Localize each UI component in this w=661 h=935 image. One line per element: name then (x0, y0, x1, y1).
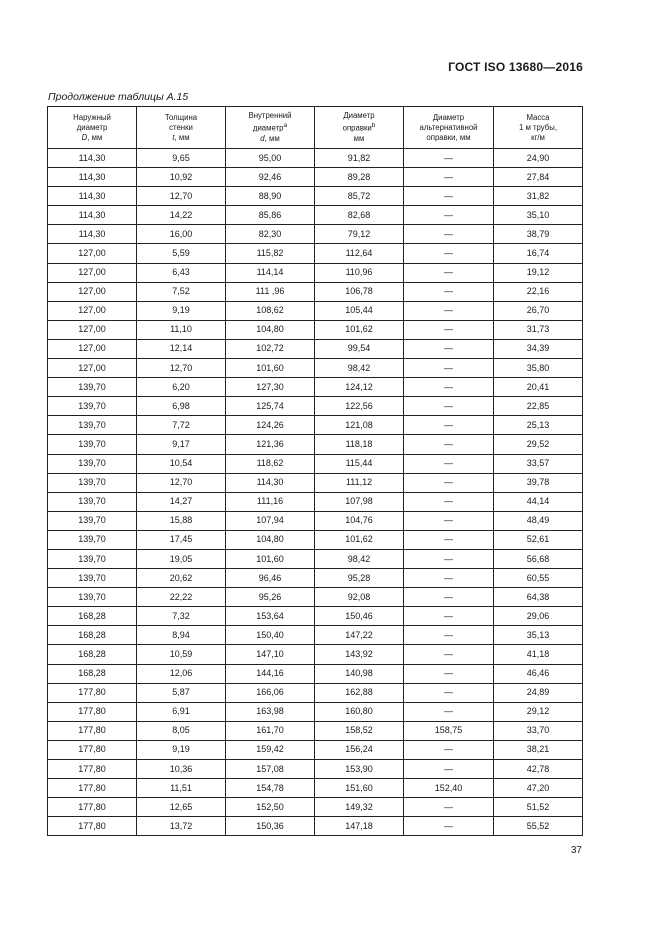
table-cell: 168,28 (48, 664, 137, 683)
table-cell: 14,22 (137, 206, 226, 225)
table-row (48, 282, 583, 301)
column-unit: , мм (87, 132, 103, 142)
table-cell: 6,91 (137, 702, 226, 721)
table-cell: 9,19 (137, 740, 226, 759)
table-cell: — (404, 339, 494, 358)
table-cell: 118,18 (315, 435, 404, 454)
table-cell: 42,78 (494, 760, 583, 779)
column-header-line (137, 123, 225, 133)
table-cell: 5,87 (137, 683, 226, 702)
column-header-line (226, 121, 314, 134)
table-cell: 98,42 (315, 549, 404, 568)
table-cell: 44,14 (494, 492, 583, 511)
table-cell: 82,30 (226, 225, 315, 244)
column-header (404, 107, 494, 149)
table-cell: 10,54 (137, 454, 226, 473)
table-cell: 104,76 (315, 511, 404, 530)
table-cell: 151,60 (315, 779, 404, 798)
table-cell: 104,80 (226, 530, 315, 549)
table-cell: 118,62 (226, 454, 315, 473)
table-cell: 177,80 (48, 760, 137, 779)
column-unit: мм (353, 133, 365, 143)
table-cell: 147,18 (315, 817, 404, 836)
table-cell: 158,52 (315, 721, 404, 740)
table-cell: 144,16 (226, 664, 315, 683)
footnote-marker: a (283, 122, 288, 130)
table-cell: 29,06 (494, 607, 583, 626)
table-row (48, 779, 583, 798)
column-unit: оправки, мм (426, 132, 471, 142)
table-cell: 159,42 (226, 740, 315, 759)
table-cell: 150,36 (226, 817, 315, 836)
table-cell: — (404, 320, 494, 339)
table-cell: 143,92 (315, 645, 404, 664)
table-cell: 22,22 (137, 588, 226, 607)
table-cell: 108,62 (226, 301, 315, 320)
table-row (48, 301, 583, 320)
document-code: ГОСТ ISO 13680—2016 (448, 60, 583, 74)
column-header (137, 107, 226, 149)
table-cell: 8,94 (137, 626, 226, 645)
table-cell: 33,57 (494, 454, 583, 473)
column-header-text: 1 м трубы, (518, 122, 558, 132)
column-header-line (226, 134, 314, 144)
table-cell: 91,82 (315, 149, 404, 168)
table-row (48, 664, 583, 683)
table-row (48, 721, 583, 740)
table-cell: 127,00 (48, 301, 137, 320)
table-row (48, 168, 583, 187)
table-cell: 47,20 (494, 779, 583, 798)
table-cell: 95,26 (226, 588, 315, 607)
column-header-line (315, 134, 403, 144)
table-cell: 110,96 (315, 263, 404, 282)
table-cell: 139,70 (48, 473, 137, 492)
table-row (48, 416, 583, 435)
table-cell: — (404, 454, 494, 473)
table-cell: — (404, 435, 494, 454)
table-cell: 11,10 (137, 320, 226, 339)
table-cell: 107,98 (315, 492, 404, 511)
table-cell: 29,12 (494, 702, 583, 721)
table-cell: 112,64 (315, 244, 404, 263)
table-cell: 125,74 (226, 397, 315, 416)
table-cell: 19,12 (494, 263, 583, 282)
table-cell: 177,80 (48, 798, 137, 817)
table-cell: 150,40 (226, 626, 315, 645)
table-cell: — (404, 645, 494, 664)
table-cell: 114,30 (48, 206, 137, 225)
table-cell: 20,41 (494, 378, 583, 397)
table-cell: 55,52 (494, 817, 583, 836)
table-row (48, 359, 583, 378)
table-row (48, 549, 583, 568)
table-cell: 12,70 (137, 187, 226, 206)
table-cell: 20,62 (137, 569, 226, 588)
column-symbol: t (172, 132, 175, 142)
table-cell: 38,79 (494, 225, 583, 244)
table-cell: — (404, 569, 494, 588)
table-row (48, 569, 583, 588)
table-cell: 9,17 (137, 435, 226, 454)
table-cell: 124,26 (226, 416, 315, 435)
table-cell: 111,16 (226, 492, 315, 511)
column-header-line: Диаметр (432, 112, 465, 122)
table-cell: 92,08 (315, 588, 404, 607)
table-cell: 48,49 (494, 511, 583, 530)
column-header-line (404, 133, 493, 143)
table-cell: 82,68 (315, 206, 404, 225)
table-cell: 127,00 (48, 320, 137, 339)
column-symbol: d (260, 133, 265, 143)
table-cell: 22,85 (494, 397, 583, 416)
table-cell: 127,00 (48, 359, 137, 378)
table-cell: 154,78 (226, 779, 315, 798)
table-cell: 168,28 (48, 645, 137, 664)
column-header-line (494, 133, 582, 143)
table-cell: 139,70 (48, 416, 137, 435)
table-cell: 101,60 (226, 549, 315, 568)
table-cell: 153,90 (315, 760, 404, 779)
table-row (48, 760, 583, 779)
table-cell: 161,70 (226, 721, 315, 740)
table-cell: — (404, 206, 494, 225)
table-cell: — (404, 530, 494, 549)
table-cell: 12,14 (137, 339, 226, 358)
column-header-line (494, 123, 582, 133)
table-row (48, 225, 583, 244)
table-cell: 101,60 (226, 359, 315, 378)
table-cell: 121,36 (226, 435, 315, 454)
table-row (48, 378, 583, 397)
table-cell: — (404, 588, 494, 607)
table-cell: 52,61 (494, 530, 583, 549)
table-cell: 6,20 (137, 378, 226, 397)
table-cell: 85,86 (226, 206, 315, 225)
table-cell: 104,80 (226, 320, 315, 339)
column-header (48, 107, 137, 149)
table-row (48, 397, 583, 416)
table-row (48, 740, 583, 759)
table-cell: 10,92 (137, 168, 226, 187)
table-cell: — (404, 626, 494, 645)
table-cell: 46,46 (494, 664, 583, 683)
table-cell: 153,64 (226, 607, 315, 626)
table-cell: 105,44 (315, 301, 404, 320)
table-cell: 34,39 (494, 339, 583, 358)
table-cell: 163,98 (226, 702, 315, 721)
table-row (48, 435, 583, 454)
column-header (494, 107, 583, 149)
table-cell: 9,19 (137, 301, 226, 320)
column-header-line (404, 123, 493, 133)
table-cell: 60,55 (494, 569, 583, 588)
table-cell: 12,65 (137, 798, 226, 817)
table-cell: 111 ,96 (226, 282, 315, 301)
table-cell: 158,75 (404, 721, 494, 740)
table-cell: 124,12 (315, 378, 404, 397)
table-cell: 92,46 (226, 168, 315, 187)
table-cell: 7,32 (137, 607, 226, 626)
table-cell: — (404, 187, 494, 206)
table-cell: 12,70 (137, 473, 226, 492)
table-cell: 33,70 (494, 721, 583, 740)
table-cell: 102,72 (226, 339, 315, 358)
table-cell: — (404, 263, 494, 282)
table-cell: 31,82 (494, 187, 583, 206)
table-cell: 16,74 (494, 244, 583, 263)
table-cell: — (404, 416, 494, 435)
table-cell: 9,65 (137, 149, 226, 168)
column-unit: , мм (264, 133, 280, 143)
table-cell: 27,84 (494, 168, 583, 187)
table-row (48, 683, 583, 702)
table-cell: 95,28 (315, 569, 404, 588)
table-row (48, 473, 583, 492)
table-cell: 15,88 (137, 511, 226, 530)
table-cell: 22,16 (494, 282, 583, 301)
table-cell: 122,56 (315, 397, 404, 416)
table-cell: — (404, 683, 494, 702)
column-header-text: альтернативной (419, 122, 478, 132)
table-cell: 139,70 (48, 569, 137, 588)
table-cell: 16,00 (137, 225, 226, 244)
table-row (48, 206, 583, 225)
pipe-dimensions-table (47, 106, 583, 836)
table-row (48, 530, 583, 549)
table-cell: 7,72 (137, 416, 226, 435)
column-symbol: D (81, 132, 88, 142)
table-cell: 26,70 (494, 301, 583, 320)
table-cell: — (404, 397, 494, 416)
table-cell: — (404, 244, 494, 263)
table-cell: — (404, 301, 494, 320)
column-header-text: диаметр (252, 123, 284, 133)
table-cell: 150,46 (315, 607, 404, 626)
table-caption: Продолжение таблицы А.15 (48, 91, 189, 103)
table-cell: 139,70 (48, 378, 137, 397)
table-cell: 51,52 (494, 798, 583, 817)
table-cell: 177,80 (48, 779, 137, 798)
table-cell: 160,80 (315, 702, 404, 721)
table-cell: 114,30 (48, 187, 137, 206)
table-cell: 35,80 (494, 359, 583, 378)
table-cell: 177,80 (48, 683, 137, 702)
table-cell: 10,36 (137, 760, 226, 779)
table-cell: 6,43 (137, 263, 226, 282)
table-cell: 157,08 (226, 760, 315, 779)
table-cell: — (404, 225, 494, 244)
table-cell: 139,70 (48, 588, 137, 607)
table-cell: 147,22 (315, 626, 404, 645)
table-cell: 17,45 (137, 530, 226, 549)
table-cell: 64,38 (494, 588, 583, 607)
table-cell: — (404, 378, 494, 397)
table-row (48, 244, 583, 263)
table-cell: 88,90 (226, 187, 315, 206)
table-cell: — (404, 798, 494, 817)
column-header-line: Наружный (73, 112, 111, 122)
table-cell: 168,28 (48, 626, 137, 645)
table-row (48, 645, 583, 664)
table-cell: 162,88 (315, 683, 404, 702)
column-unit: , мм (174, 132, 190, 142)
table-cell: — (404, 760, 494, 779)
table-cell: 35,13 (494, 626, 583, 645)
table-cell: 99,54 (315, 339, 404, 358)
table-cell: — (404, 817, 494, 836)
table-cell: 107,94 (226, 511, 315, 530)
table-cell: 115,82 (226, 244, 315, 263)
column-unit: кг/м (531, 132, 545, 142)
table-row (48, 817, 583, 836)
table-row (48, 626, 583, 645)
table-row (48, 339, 583, 358)
table-cell: — (404, 149, 494, 168)
column-header-line (48, 133, 136, 143)
table-row (48, 320, 583, 339)
table-cell: — (404, 473, 494, 492)
table-cell: — (404, 549, 494, 568)
table-cell: 24,90 (494, 149, 583, 168)
column-header-line: Диаметр (343, 111, 375, 121)
table-row (48, 492, 583, 511)
table-cell: 152,50 (226, 798, 315, 817)
table-cell: 25,13 (494, 416, 583, 435)
table-cell: 14,27 (137, 492, 226, 511)
table-row (48, 511, 583, 530)
table-cell: 41,18 (494, 645, 583, 664)
table-cell: 79,12 (315, 225, 404, 244)
table-cell: 85,72 (315, 187, 404, 206)
table-cell: 98,42 (315, 359, 404, 378)
table-cell: 13,72 (137, 817, 226, 836)
table-cell: 39,78 (494, 473, 583, 492)
table-cell: 96,46 (226, 569, 315, 588)
table-cell: 101,62 (315, 320, 404, 339)
table-row (48, 588, 583, 607)
table-cell: 127,00 (48, 282, 137, 301)
table-cell: 7,52 (137, 282, 226, 301)
table-header-row (48, 107, 583, 149)
table-cell: 114,30 (48, 149, 137, 168)
table-cell: 11,51 (137, 779, 226, 798)
table-cell: 106,78 (315, 282, 404, 301)
table-cell: 147,10 (226, 645, 315, 664)
table-cell: 152,40 (404, 779, 494, 798)
table-cell: 5,59 (137, 244, 226, 263)
table-cell: 38,21 (494, 740, 583, 759)
table-cell: — (404, 492, 494, 511)
table-cell: 12,06 (137, 664, 226, 683)
column-header-text: оправки (342, 123, 372, 133)
table-cell: 121,08 (315, 416, 404, 435)
table-cell: 56,68 (494, 549, 583, 568)
table-cell: — (404, 740, 494, 759)
table-row (48, 454, 583, 473)
table-cell: 156,24 (315, 740, 404, 759)
table-cell: 139,70 (48, 435, 137, 454)
table-cell: 177,80 (48, 702, 137, 721)
table-row (48, 798, 583, 817)
table-cell: 166,06 (226, 683, 315, 702)
table-cell: 139,70 (48, 397, 137, 416)
table-cell: — (404, 607, 494, 626)
table-cell: — (404, 282, 494, 301)
table-cell: 29,52 (494, 435, 583, 454)
table-cell: 114,30 (48, 225, 137, 244)
table-cell: 24,89 (494, 683, 583, 702)
table-cell: 101,62 (315, 530, 404, 549)
table-row (48, 187, 583, 206)
table-body (48, 149, 583, 836)
table-cell: 35,10 (494, 206, 583, 225)
table-cell: — (404, 664, 494, 683)
table-cell: 177,80 (48, 721, 137, 740)
table-cell: 19,05 (137, 549, 226, 568)
table-row (48, 607, 583, 626)
column-header-line (137, 133, 225, 143)
page-number: 37 (570, 845, 582, 856)
table-cell: 139,70 (48, 530, 137, 549)
table-cell: 177,80 (48, 740, 137, 759)
column-header-text: диаметр (76, 122, 108, 132)
table-cell: 127,00 (48, 339, 137, 358)
table-cell: 139,70 (48, 492, 137, 511)
column-header-line (315, 121, 403, 134)
table-cell: 139,70 (48, 549, 137, 568)
table-cell: 31,73 (494, 320, 583, 339)
table-cell: 8,05 (137, 721, 226, 740)
column-header-line: Внутренний (248, 111, 292, 121)
table-row (48, 263, 583, 282)
column-header-line: Толщина (164, 112, 198, 122)
table-cell: — (404, 511, 494, 530)
table-cell: 127,30 (226, 378, 315, 397)
table-cell: 89,28 (315, 168, 404, 187)
column-header (315, 107, 404, 149)
table-cell: 114,14 (226, 263, 315, 282)
table-cell: 168,28 (48, 607, 137, 626)
table-row (48, 702, 583, 721)
table-cell: 127,00 (48, 263, 137, 282)
table-cell: — (404, 359, 494, 378)
table-row (48, 149, 583, 168)
table-cell: 12,70 (137, 359, 226, 378)
table-cell: 95,00 (226, 149, 315, 168)
table-cell: 149,32 (315, 798, 404, 817)
table-cell: 139,70 (48, 511, 137, 530)
table-cell: — (404, 702, 494, 721)
table-cell: 114,30 (226, 473, 315, 492)
table-cell: — (404, 168, 494, 187)
column-header-line (48, 123, 136, 133)
table-cell: 127,00 (48, 244, 137, 263)
table-cell: 6,98 (137, 397, 226, 416)
table-cell: 177,80 (48, 817, 137, 836)
table-cell: 10,59 (137, 645, 226, 664)
table-cell: 139,70 (48, 454, 137, 473)
table-cell: 140,98 (315, 664, 404, 683)
footnote-marker: b (371, 122, 376, 130)
table-cell: 114,30 (48, 168, 137, 187)
column-header (226, 107, 315, 149)
table-cell: 115,44 (315, 454, 404, 473)
column-header-line: Масса (526, 112, 550, 122)
column-header-text: стенки (169, 122, 193, 132)
table-cell: 111,12 (315, 473, 404, 492)
